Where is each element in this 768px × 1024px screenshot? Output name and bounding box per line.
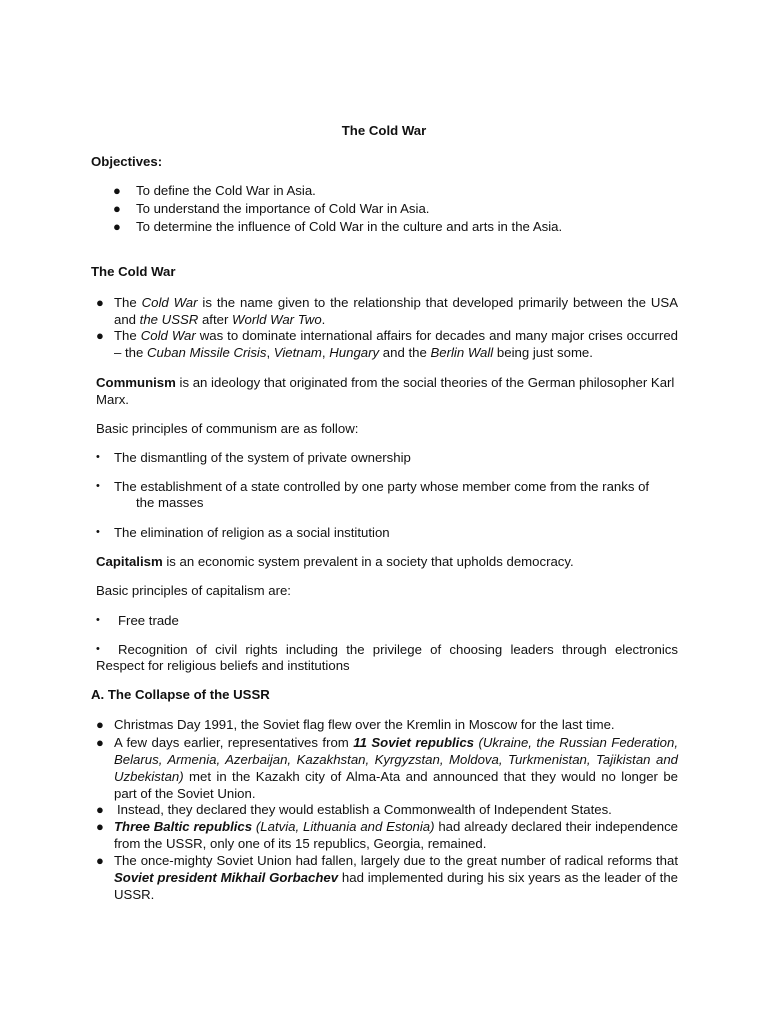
bullet-icon: ●: [96, 802, 104, 817]
bullet-icon: •: [96, 614, 100, 626]
list-item: The Cold War is the name given to the relationship that developed primarily between the USA and the USSR after World War Two.: [114, 295, 679, 327]
bullet-icon: ●: [113, 219, 121, 234]
list-item: Christmas Day 1991, the Soviet flag flew over the Kremlin in Moscow for the last time.: [114, 717, 615, 732]
capitalism-paragraph: Capitalism is an economic system prevalent in a society that upholds democracy.: [96, 554, 574, 569]
list-item-continuation: Respect for religious beliefs and institutions: [96, 658, 350, 673]
list-item: The establishment of a state controlled by one party whose member come from the ranks of: [114, 479, 650, 494]
bullet-icon: ●: [96, 328, 104, 343]
bullet-icon: •: [96, 451, 100, 463]
bullet-icon: •: [96, 526, 100, 538]
communism-paragraph: Communism is an ideology that originated from the social theories of the German philosopher Karl Marx.: [96, 375, 675, 407]
list-item: The dismantling of the system of private ownership: [114, 450, 411, 465]
list-item: To understand the importance of Cold War in Asia.: [136, 201, 430, 216]
list-item: The once-mighty Soviet Union had fallen, largely due to the great number of radical reforms that Soviet president Mikhail Gorbachev had implemented during his six years as the leader of the USSR.: [114, 853, 678, 902]
bullet-icon: ●: [96, 735, 104, 750]
bullet-icon: ●: [96, 853, 104, 868]
list-item: The Cold War was to dominate international affairs for decades and many major crises occurred – the Cuban Missile Crisis, Vietnam, Hungary and the Berlin Wall being just some.: [114, 328, 678, 360]
objectives-heading: Objectives:: [91, 154, 163, 169]
list-item: Three Baltic republics (Latvia, Lithuania and Estonia) had already declared their independence from the USSR, only one of its 15 republics, Georgia, remained.: [114, 819, 678, 851]
bullet-icon: •: [96, 480, 100, 492]
list-item: Recognition of civil rights including the privilege of choosing leaders through electronics: [118, 642, 678, 657]
communism-intro: Basic principles of communism are as follow:: [96, 421, 359, 436]
list-item: To determine the influence of Cold War in the culture and arts in the Asia.: [136, 219, 563, 234]
bullet-icon: ●: [96, 819, 104, 834]
document-title: The Cold War: [341, 123, 427, 138]
bullet-icon: ●: [96, 295, 104, 310]
list-item: Instead, they declared they would establish a Commonwealth of Independent States.: [117, 802, 612, 817]
bullet-icon: ●: [113, 201, 121, 216]
list-item-continuation: the masses: [136, 495, 204, 510]
list-item: The elimination of religion as a social institution: [114, 525, 390, 540]
section-a-heading: A. The Collapse of the USSR: [91, 687, 270, 702]
bullet-icon: •: [96, 643, 100, 655]
section-heading: The Cold War: [91, 264, 176, 279]
list-item: A few days earlier, representatives from 11 Soviet republics (Ukraine, the Russian Federation, Belarus, Armenia, Azerbaijan, Kazakhstan, Kyrgyzstan, Moldova, Turkmenistan, Tajikistan and Uzbekistan) met in the Kazakh city of Alma-Ata and announced that they would no longer be part of the Soviet Union.: [114, 735, 678, 801]
bullet-icon: ●: [113, 183, 121, 198]
list-item: To define the Cold War in Asia.: [136, 183, 316, 198]
list-item: Free trade: [118, 613, 179, 628]
capitalism-intro: Basic principles of capitalism are:: [96, 583, 291, 598]
bullet-icon: ●: [96, 717, 104, 732]
